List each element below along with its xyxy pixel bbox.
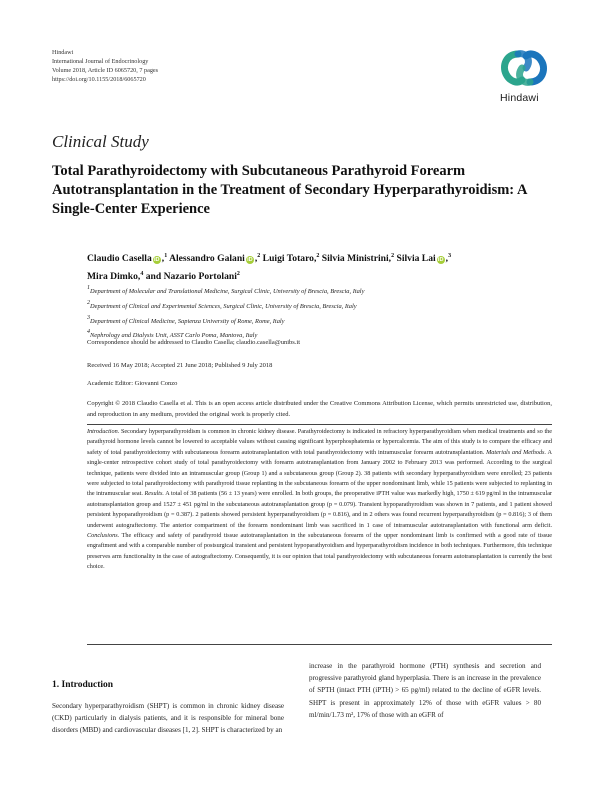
orcid-icon[interactable]: iD bbox=[154, 257, 160, 263]
academic-editor: Academic Editor: Giovanni Conzo bbox=[87, 380, 178, 387]
volume-line: Volume 2018, Article ID 6065720, 7 pages bbox=[52, 67, 159, 74]
abstract-text: Secondary hyperparathyroidism is common in chronic kidney disease. Parathyroidectomy is indicated in refractory hyperparathyroidism when medical treatments and so the parathyroid hormone levels cannot be lowered to acceptable values without causing significant hyperphosphatemia or hypercalcemia. The aim of this study is to compare the efficacy and safety of total parathyroidectomy with subcutaneous forearm autotransplantation with total parathyroidectomy with intramuscular forearm autotransplantation. bbox=[87, 428, 553, 456]
affiliations bbox=[87, 283, 557, 342]
abstract-text: A single-center retrospective cohort study of total parathyroidectomy with forearm autotransplantation from January 2002 to February 2013 was performed. According to the surgical technique, patients were divided into an intramuscular group (Group 1) and a subcutaneous group (Group 2). 38 patients with secondary hyperparathyroidism were enrolled; 23 patients were subjected to total parathyroidectomy with parathyroid tissue replanting in the subcutaneous forearm of the upper nondominant limb, while 15 patients were subjected to replanting in the intramuscular seat. bbox=[87, 448, 552, 498]
abstract-rule-top bbox=[87, 424, 552, 425]
author: Mira Dimko,$^4$ bbox=[87, 270, 144, 282]
orcid-icon[interactable]: iD bbox=[247, 257, 253, 263]
body-column-right: increase in the parathyroid hormone (PTH) synthesis and secretion and progressive parathyroid gland hyperplasia. There is an increase in the prevalence of SPTH (intact PTH (iPTH) > 65 pg/ml) related to the decline of eGFR levels. SHPT is present in approximately 12% of those with eGFR values > 80 ml/min/1.73 m², 17% of those with an eGFR of bbox=[309, 662, 541, 719]
abstract-label: Introduction. bbox=[87, 428, 120, 435]
author: Alessandro Galani iD ,$^2$ bbox=[169, 253, 261, 264]
doi-link[interactable]: https://doi.org/10.1155/2018/6065720 bbox=[52, 76, 146, 83]
affiliation: 3Department of Clinical Medicine, Sapienza University of Rome, Rome, Italy bbox=[87, 314, 285, 325]
publisher-name: Hindawi bbox=[52, 49, 74, 56]
hindawi-logo-icon bbox=[496, 46, 552, 92]
hindawi-logo bbox=[496, 46, 552, 110]
copyright: Copyright © 2018 Claudio Casella et al. This is an open access article distributed under the Creative Commons Attribution License, which permits unrestricted use, distribution, and reproduction in any medium, provided the original work is properly cited. bbox=[87, 400, 552, 418]
journal-name: International Journal of Endocrinology bbox=[52, 58, 149, 65]
dates: Received 16 May 2018; Accepted 21 June 2018; Published 9 July 2018 bbox=[87, 362, 273, 369]
orcid-icon[interactable]: iD bbox=[437, 257, 444, 263]
author-list bbox=[87, 249, 557, 284]
abstract-label: Conclusions. bbox=[87, 532, 120, 540]
abstract-label: Materials and Methods. bbox=[486, 448, 547, 456]
journal-header bbox=[52, 48, 158, 84]
logo-text: Hindawi bbox=[500, 92, 539, 104]
affiliation: 4Nephrology and Dialysis Unit, ASST Carlo Poma, Mantova, Italy bbox=[87, 329, 258, 340]
affiliation: 2Department of Clinical and Experimental Sciences, Surgical Clinic, University of Brescia, Brescia, Italy bbox=[87, 299, 357, 310]
author: Claudio Casella iD ,$^1$ bbox=[87, 253, 168, 264]
author: Silvia Ministrini,$^2$ bbox=[321, 253, 395, 264]
section-heading: 1. Introduction bbox=[52, 680, 114, 690]
affiliation: 1Department of Molecular and Translational Medicine, Surgical Clinic, University of Brescia, Brescia, Italy bbox=[87, 285, 365, 295]
body-column-left: Secondary hyperparathyroidism (SHPT) is common in chronic kidney disease (CKD) particularly in dialysis patients, and it is responsible for mineral bone disorders (MBD) and cardiovascular diseases [1, 2]. SHPT is characterized by an bbox=[52, 702, 284, 735]
abstract-text: The efficacy and safety of parathyroid tissue autotransplantation in the subcutaneous forearm of the upper nondominant limb is confirmed with a good rate of tissue engraftment and with a comparable number of postsurgical transient and persistent hypoparathyroidism and hyperparathyroidism incidence in both techniques. Furthermore, this technique preserves arm functionality in the case of autograftectomy. Consequently, it is our opinion that total parathyroidectomy with subcutaneous forearm autotransplantation is currently the best choice. bbox=[87, 532, 552, 571]
article-type: Clinical Study bbox=[52, 132, 149, 151]
author: and Nazario Portolani$^2$ bbox=[145, 270, 240, 282]
author: Luigi Totaro,$^2$ bbox=[262, 253, 320, 264]
abstract-label: Results. bbox=[144, 490, 164, 498]
correspondence: Correspondence should be addressed to Claudio Casella; claudio.casella@unibs.it bbox=[87, 339, 301, 346]
author: Silvia Lai iD ,$^3$ bbox=[396, 253, 452, 264]
abstract-text: A total of 38 patients (56 ± 13 years) were enrolled. In both groups, the preoperative iPTH value was markedly high, 1750 ± 619 pg/ml in the intramuscular autotransplantation group and 1527 ± 451 pg/ml in the subcutaneous autotransplantation group (p = 0.079). Transient hypoparathyroidism was shown in 7 patients, and 1 patient showed persistent hypoparathyroidism (p = 0.387). 2 patients showed persistent hyperparathyroidism (p = 0.816), and in 2 others was found recurrent hyperparathyroidism (p = 0.816); 3 of them underwent autograftectomy. The anterior compartment of the forearm nondominant limb was sacrificed in 1 case of intramuscular autotransplantation with functional arm deficit. bbox=[87, 490, 552, 529]
abstract-rule-bottom bbox=[87, 644, 552, 645]
abstract bbox=[87, 427, 552, 573]
article-title: Total Parathyroidectomy with Subcutaneous Parathyroid Forearm Autotransplantation in the Treatment of Secondary Hyperparathyroidism: A Single-Center Experience bbox=[52, 163, 527, 217]
